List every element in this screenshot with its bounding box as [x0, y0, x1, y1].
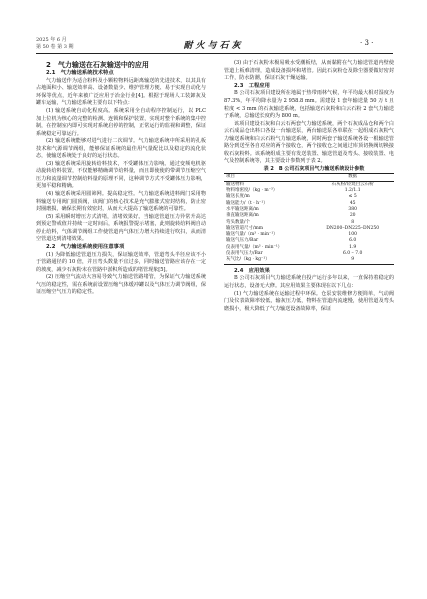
table-cell: 仪表用气量/（m³ · min⁻¹）: [226, 244, 283, 250]
section-heading: 2 气力输送在石灰输送中的应用: [46, 61, 149, 69]
table-cell: 输送气压力/Bar: [226, 238, 259, 244]
table-cell: 石灰粉/轻烧白云石粉: [331, 181, 374, 187]
table-cell: 输送能力/（t · h⁻¹）: [226, 200, 268, 206]
table-header-cell: 项目: [224, 174, 311, 181]
paragraph: 该项目建设石灰和白云石两套气力输送系统，两个石灰成品仓和两个白云石成品仓出料口各设一台输送泵，两台输送泵各单联在一起组成石灰粉气力输送系统和白云石粉气力输送系统，同时两套子输送系统各设一根输送管路分到送至各自对应的两个接收仓，两个接收仓之间通过库顶切换阀切换接收石灰粉料。该系统组成主要有发送装置、输送管道及弯头、接收装置、电气及控制系统等，其主要设计参数列于表 2。: [224, 120, 394, 165]
subsection-2-3-heading: 2.3 工程应用: [234, 82, 270, 89]
table-cell: 物料堆密度/（kg · m⁻³）: [226, 188, 278, 194]
left-column: [36, 60, 206, 297]
subsection-2-4-heading: 2.4 应用效果: [234, 267, 270, 274]
paragraph: (2) 输送系统能够对进气进行二次调节。气力输送系统中所采用的孔板技术和气源调节阀组，能够保证系统的最佳用气量配比以及稳定的流化状态，使输送系统处于良好的运行状态。: [36, 138, 206, 160]
table-header-row: [224, 174, 394, 181]
header-divider: [36, 53, 393, 54]
paragraph: (1) 输送系统自动化程度高。系统采用全自动程序控制运行，以 PLC 加上位机为核心的完整的检测、连锁和保护装置，实现对整个系统的集中控制，在控制室内即可实现对系统启停的控制，正常运行的监视和调整，保证系统稳定可靠运行。: [36, 107, 206, 137]
table-cell: 灰气比/（kg · kg⁻¹）: [224, 257, 311, 264]
table-cell: 弯头数量/个: [226, 219, 251, 225]
table-cell: 垂直输送距离/m: [226, 213, 259, 219]
paragraph: (3) 输送系统采用旋转给料技术，不受罐体压力影响。通过变频电机驱动旋转给料装置，不仅能够精确调节给料量，而且即使使的带调节压缩空气压力和流量调节控制给料量的原理不同，这种调节方式不受罐体压力影响，更加平稳和精确。: [36, 160, 206, 190]
page-number: · 3 ·: [360, 39, 374, 47]
table-cell: 20: [349, 213, 356, 219]
table-row: [224, 257, 394, 264]
parameter-table: [224, 173, 394, 264]
table-cell: 6.0 – 7.0: [342, 251, 363, 257]
table-cell: 输送长度/m: [226, 194, 250, 200]
table-cell: 1.9: [349, 244, 357, 250]
table-cell: 1.2/1.1: [344, 188, 361, 194]
table-cell: 100: [348, 232, 357, 238]
table-cell: DN200–DN225–DN250: [326, 225, 380, 231]
table-cell: 45: [349, 200, 356, 206]
subsection-2-2-heading: 2.2 气力输送系统使用注意事项: [46, 243, 125, 250]
paragraph: B 公司石灰项目气力输送系统自投产运行多年以来，一直保持着稳定的运行状态，设备无大修。其应用效果主要体现在以下几点：: [224, 275, 394, 289]
table-cell: 8: [351, 219, 355, 225]
header-volume: 第 50 卷 第 3 期: [36, 43, 74, 50]
table-cell: 9: [311, 257, 394, 264]
table-cell: 输送气量/（m³ · min⁻¹）: [226, 232, 278, 238]
right-column: [224, 60, 394, 313]
journal-title: 耐火与石灰: [183, 41, 244, 51]
table-header-cell: 数据: [311, 174, 394, 181]
table-cell: 水平输送距离/m: [226, 206, 259, 212]
paragraph: (5) 采用瞬时增压方式清堵，清堵效果好。当输送管道压力异常升高达到预定警戒值并持续一定时间后，系统报警提示堵塞，此则旋转给料阀自动停止给料，气体调节阀组工作使管道内气体压力增大持续进行吹扫，从而清空管道达到清堵效果。: [36, 213, 206, 243]
table-cell: 仪表用气压力/Bar: [226, 251, 263, 257]
table-caption: 表 2 B 公司石灰项目气力输送系统设计参数: [263, 165, 365, 172]
table-cell: 380: [348, 206, 357, 212]
table-cell: ≤ 5: [348, 194, 357, 200]
paragraph: 气力输送作为适合粉料及小颗粒物料远距离输送的先进技术，以其具有占地面积小、输送效率高、设备数量少、维护管理方便、易于实现自动化与环保等优点，近年来被广泛应用于冶金行业[4]。根据于现场人工装卸灰及罐车运输，气力输送系统主要有以下特点：: [36, 77, 206, 107]
subsection-2-1-heading: 2.1 气力输送系统技术特点: [46, 70, 114, 76]
paragraph: B 公司石灰项目建设所在地属于热带雨林气候，年平均最大相对湿度为 87.3%，年平均降水量为 2 958.8 mm。需建设 1 套年输送量 50 万 t 且粒度 < 3 mm 的石灰输送系统，包括输送石灰粉和白云石粉 2 套气力输送子系统，总输送长度约为 800 m。: [224, 90, 394, 120]
paragraph: (1) 气力输送系统在运输过程中环保。仓泵安装维修方便简单，气动阀门及仪表故障率较低，输灰压力低，物料在管道内流速慢，使用管道及弯头磨损小，极大降低了气力输送设备故障率，保证: [224, 290, 394, 312]
table-cell: 输送管道尺寸/mm: [226, 225, 264, 231]
header-date: 2025 年 6 月: [36, 37, 67, 43]
paragraph: (1) 为降低输送管道压力损失，保证输送效率，管道弯头半径应该不小于管路通径的 10 倍，并且弯头数量不宜过多，同时输送管路应该存在一定的坡度，减少石灰粉末在管路中淤积所造成的堵管现象[5]。: [36, 251, 206, 273]
table-cell: 6.0: [349, 238, 357, 244]
paragraph: (2) 压缩空气流动大容易导致气力输送管路堵管，为保证气力输送系统气压的稳定性，需在系统前设置压缩气体缓冲罐以及气体压力调节阀组，保证压缩空气压力的稳定性。: [36, 274, 206, 296]
paragraph: (3) 由于石灰粉末极易吸水受潮板结，从而黏附在气力输送管道内壁使管道上板难清理，造成设备损坏和堵管。因此石灰粉仓及除尘器要做好密封工作，防水防潮，保证石灰干燥运输。: [224, 60, 394, 82]
table-cell: 输送物料: [226, 181, 244, 187]
paragraph: (4) 输送系统采用圆筛网。提高稳定性。气力输送系统进料阀门采用物料输送专用阀门圆顶阀，该阀门的核心技术是充气膨胀式密封结构，防止密封圈磨损，确保长期有效密封，从而大大提高了输送系统的可靠性。: [36, 191, 206, 213]
